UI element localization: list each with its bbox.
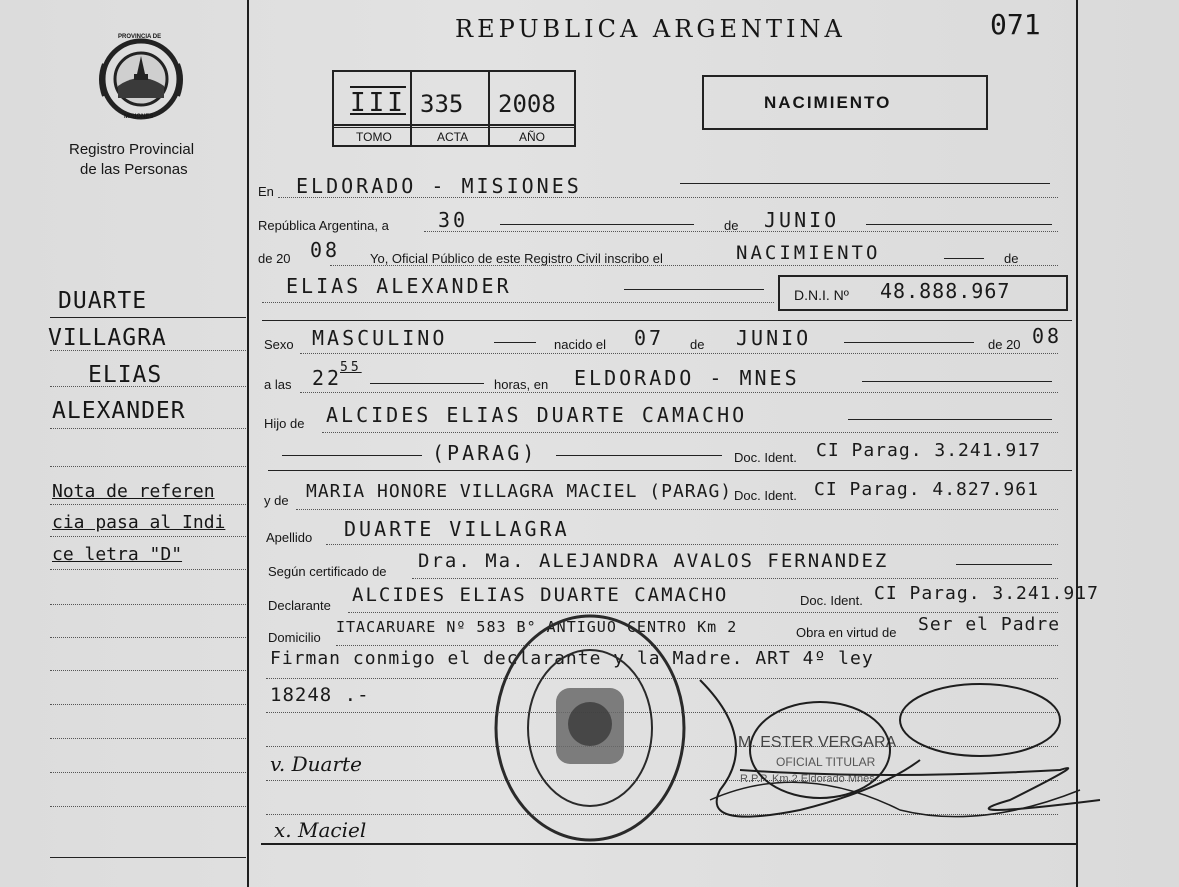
- left-margin-line: [247, 0, 249, 887]
- mother-name-value: MARIA HONORE VILLAGRA MACIEL (PARAG): [306, 481, 733, 502]
- place-value: ELDORADO - MISIONES: [296, 174, 582, 198]
- province-seal-icon: [96, 34, 186, 124]
- signing-note-value: Firman conmigo el declarante y la Madre. ART 4º ley: [270, 648, 874, 669]
- sex-value: MASCULINO: [312, 326, 448, 350]
- registry-round-stamp: [490, 608, 690, 848]
- year-prefix: de 20: [258, 251, 291, 266]
- declarant-name-value: ALCIDES ELIAS DUARTE CAMACHO: [352, 584, 729, 606]
- official-stamp-place: R.P.P. Km 2 Eldorado Mnes: [740, 773, 875, 785]
- stub-note-line1: Nota de referen: [52, 481, 215, 502]
- registry-name-line1: Registro Provincial: [69, 141, 195, 158]
- mother-doc-value: CI Parag. 4.827.961: [814, 479, 1039, 500]
- stub-note-line2: cia pasa al Indi: [52, 512, 226, 533]
- hijo-label: Hijo de: [264, 416, 305, 431]
- seal-bottom-text: MISIONES: [124, 114, 154, 120]
- year-suffix: 08: [310, 238, 341, 262]
- surname-value: DUARTE VILLAGRA: [344, 517, 570, 541]
- de-label-2: de: [1004, 251, 1019, 266]
- registry-name-line2: de las Personas: [80, 161, 188, 178]
- obra-label: Obra en virtud de: [796, 625, 897, 640]
- certificado-label: Según certificado de: [268, 564, 387, 579]
- document-type-box: [702, 75, 988, 130]
- official-stamp-name: M. ESTER VERGARA: [738, 734, 897, 751]
- tomo-label: TOMO: [356, 130, 392, 144]
- signature-icon: [680, 660, 1120, 840]
- horas-en-label: horas, en: [494, 377, 549, 392]
- anio-label: AÑO: [519, 130, 546, 144]
- obra-value: Ser el Padre: [918, 614, 1061, 635]
- birth-day-value: 07: [634, 326, 665, 350]
- acta-label: ACTA: [437, 130, 469, 144]
- minutes-value: 55: [340, 360, 362, 375]
- de-label-3: de: [690, 337, 705, 352]
- stub-signature2: x. Maciel: [274, 818, 367, 842]
- acta-value: 335: [420, 90, 464, 118]
- certifying-doctor-value: Dra. Ma. ALEJANDRA AVALOS FERNANDEZ: [418, 550, 889, 572]
- madre-label: y de: [264, 493, 289, 508]
- father-nationality-value: (PARAG): [432, 441, 538, 465]
- address-value: ITACARUARE Nº 583 B° ANTIGUO CENTRO Km 2: [336, 618, 738, 636]
- hour-value: 22: [312, 366, 343, 390]
- seal-top-text: PROVINCIA DE: [118, 34, 162, 40]
- dni-value: 48.888.967: [880, 279, 1011, 303]
- declarant-doc-value: CI Parag. 3.241.917: [874, 583, 1099, 604]
- official-signature: [680, 660, 1120, 840]
- stub-given2: ALEXANDER: [52, 398, 186, 424]
- official-stamp-title: OFICIAL TITULAR: [776, 755, 876, 769]
- birth-year-suffix: 08: [1032, 324, 1063, 348]
- oficial-text: Yo, Oficial Público de este Registro Civil inscribo el: [370, 251, 663, 266]
- dni-box: [778, 275, 1068, 311]
- nacido-label: nacido el: [554, 337, 607, 352]
- a-las-label: a las: [264, 377, 292, 392]
- doc-label-3: Doc. Ident.: [800, 593, 863, 608]
- father-name-value: ALCIDES ELIAS DUARTE CAMACHO: [326, 403, 748, 427]
- stub-note-line3: ce letra "D": [52, 544, 183, 565]
- stub-surname2: VILLAGRA: [48, 325, 167, 351]
- apellido-label: Apellido: [266, 530, 313, 545]
- act-value: NACIMIENTO: [736, 242, 881, 264]
- dni-label: D.N.I. Nº: [794, 287, 849, 303]
- reference-box: [332, 70, 576, 147]
- round-stamp-icon: [490, 608, 690, 848]
- stub-surname1: DUARTE: [58, 288, 148, 314]
- doc-label: Doc. Ident.: [734, 450, 797, 465]
- birth-month-value: JUNIO: [736, 326, 812, 350]
- doc-label-2: Doc. Ident.: [734, 488, 797, 503]
- birth-year-prefix: de 20: [988, 337, 1021, 352]
- month-value: JUNIO: [764, 208, 840, 232]
- document-type-label: NACIMIENTO: [764, 93, 892, 112]
- sexo-label: Sexo: [264, 337, 294, 352]
- province-seal-logo: [96, 34, 186, 124]
- child-name-value: ELIAS ALEXANDER: [286, 274, 512, 298]
- tomo-value: III: [350, 88, 406, 118]
- birth-place-value: ELDORADO - MNES: [574, 366, 800, 390]
- law-number-value: 18248 .-: [270, 684, 370, 706]
- en-label: En: [258, 184, 274, 199]
- anio-value: 2008: [498, 90, 556, 118]
- country-title: REPUBLICA ARGENTINA: [455, 15, 846, 43]
- stub-given1: ELIAS: [88, 362, 163, 388]
- day-value: 30: [438, 208, 469, 232]
- domicilio-label: Domicilio: [268, 630, 321, 645]
- declarante-label: Declarante: [268, 598, 331, 613]
- father-doc-value: CI Parag. 3.241.917: [816, 440, 1041, 461]
- stub-signature1: v. Duarte: [270, 752, 362, 776]
- de-label: de: [724, 218, 739, 233]
- republica-label: República Argentina, a: [258, 218, 389, 233]
- folio-number: 071: [990, 8, 1041, 41]
